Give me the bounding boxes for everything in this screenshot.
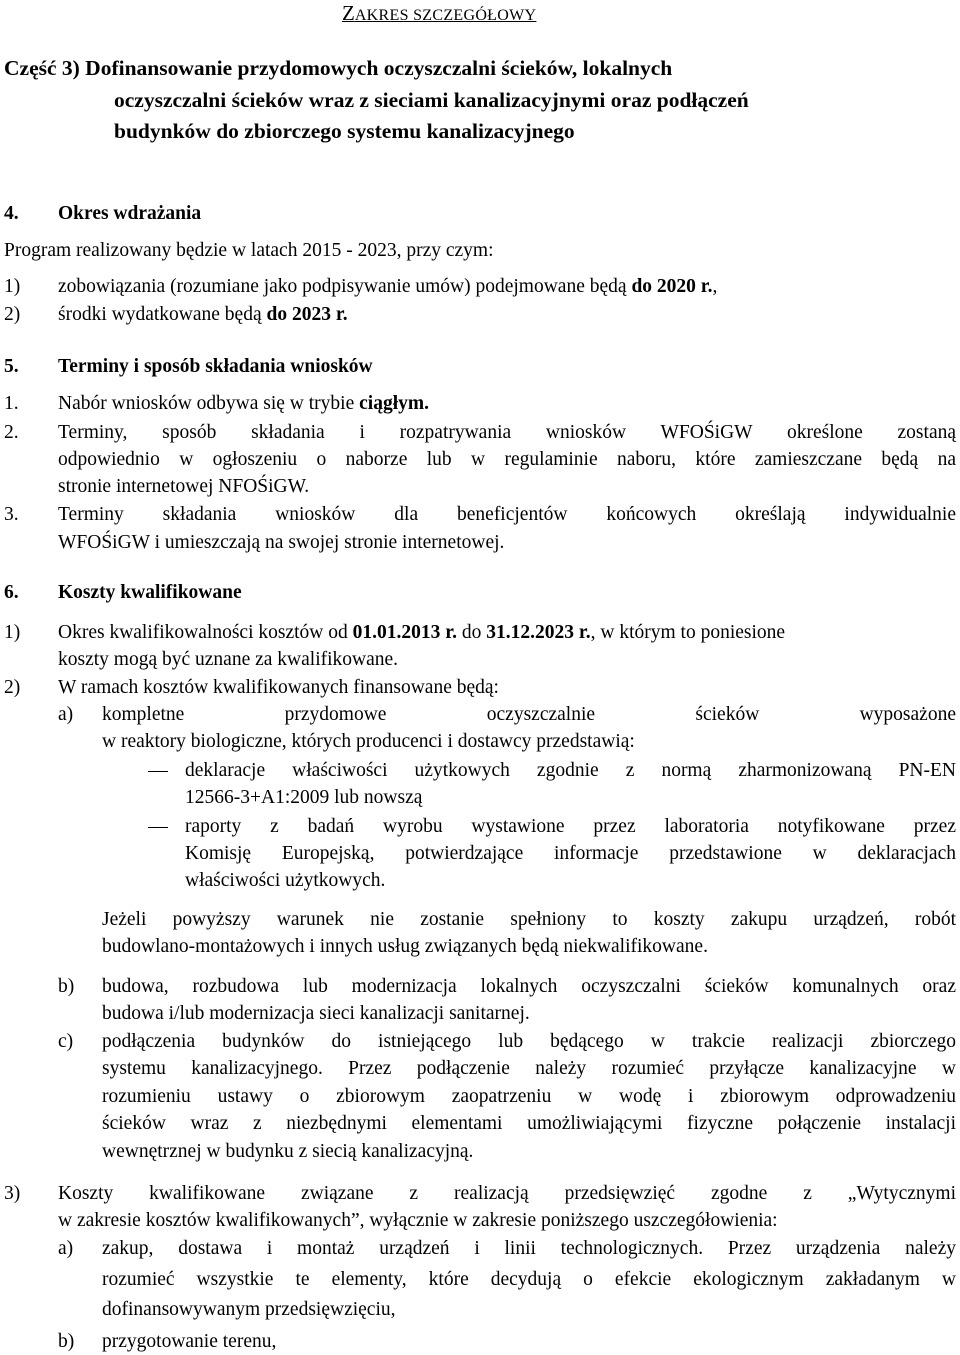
section-4-item-2: 2) środki wydatkowane będą do 2023 r. <box>4 304 348 325</box>
section-5-point-3-number: 3. <box>4 504 19 525</box>
item-c-number: c) <box>58 1031 74 1052</box>
section-6-item-2-text: W ramach kosztów kwalifikowanych finansowane będą: <box>58 677 499 698</box>
item-c-line-3: rozumieniu ustawy o zbiorowym zaopatrzeniu w wodę i zbiorowym odprowadzeniu <box>102 1086 956 1107</box>
section-6-heading: 6. Koszty kwalifikowane <box>4 582 242 603</box>
section-5-point-2-line-1: Terminy, sposób składania i rozpatrywania wniosków WFOŚiGW określone zostaną <box>58 422 956 443</box>
item-3a-line-3: dofinansowywanym przedsięwzięciu, <box>102 1299 396 1320</box>
item-a-line-1: kompletne przydomowe oczyszczalnie ścieków wyposażone <box>102 704 956 725</box>
section-5-point-2-line-3: stronie internetowej NFOŚiGW. <box>58 476 310 497</box>
report-line-1: raporty z badań wyrobu wystawione przez laboratoria notyfikowane przez <box>185 816 956 837</box>
section-5-point-3-line-2: WFOŚiGW i umieszczają na swojej stronie internetowej. <box>58 532 505 553</box>
item-c-line-4: ścieków wraz z niezbędnymi elementami umożliwiającymi fizyczne połączenie instalacji <box>102 1113 956 1134</box>
item-b-number: b) <box>58 976 75 997</box>
item-3a-number: a) <box>58 1238 74 1259</box>
item-a-line-2: w reaktory biologiczne, których producenci i dostawcy przedstawią: <box>102 731 635 752</box>
item-c-line-5: wewnętrznej w budynku z siecią kanalizacyjną. <box>102 1141 474 1162</box>
section-5-heading: 5. Terminy i sposób składania wniosków <box>4 356 373 377</box>
section-5-point-2-number: 2. <box>4 422 19 443</box>
item-3b-number: b) <box>58 1331 75 1352</box>
item-3b-line-1: przygotowanie terenu, <box>102 1331 277 1352</box>
dash-bullet-1 <box>148 771 168 772</box>
item-3a-line-2: rozumieć wszystkie te elementy, które decydują o efekcie ekologicznym zakładanym w <box>102 1269 956 1290</box>
section-6-item-3-number: 3) <box>4 1183 21 1204</box>
section-6-item-3-line-1: Koszty kwalifikowane związane z realizacją przedsięwzięć zgodne z „Wytycznymi <box>58 1183 956 1204</box>
section-6-item-1-number: 1) <box>4 622 21 643</box>
item-b-line-2: budowa i/lub modernizacja sieci kanalizacji sanitarnej. <box>102 1003 530 1024</box>
item-a-number: a) <box>58 704 74 725</box>
section-5-point-1: 1. Nabór wniosków odbywa się w trybie ciągłym. <box>4 393 429 414</box>
section-6-item-2-number: 2) <box>4 677 21 698</box>
note-line-1: Jeżeli powyższy warunek nie zostanie spełniony to koszty zakupu urządzeń, robót <box>102 909 956 930</box>
section-6-item-3-line-2: w zakresie kosztów kwalifikowanych”, wyłącznie w zakresie poniższego uszczegółowienia: <box>58 1210 778 1231</box>
declaration-line-1: deklaracje właściwości użytkowych zgodnie z normą zharmonizowaną PN-EN <box>185 760 956 781</box>
item-c-line-2: systemu kanalizacyjnego. Przez podłączenie należy rozumieć przyłącze kanalizacyjne w <box>102 1058 956 1079</box>
report-line-3: właściwości użytkowych. <box>185 870 386 891</box>
item-c-line-1: podłączenia budynków do istniejącego lub będącego w trakcie realizacji zbiorczego <box>102 1031 956 1052</box>
section-6-item-1-line-1: Okres kwalifikowalności kosztów od 01.01.2013 r. do 31.12.2023 r., w którym to poniesione <box>58 622 786 643</box>
dash-bullet-2 <box>148 827 168 828</box>
item-b-line-1: budowa, rozbudowa lub modernizacja lokalnych oczyszczalni ścieków komunalnych oraz <box>102 976 956 997</box>
declaration-line-2: 12566-3+A1:2009 lub nowszą <box>185 787 423 808</box>
document-title: ZAKRES SZCZEGÓŁOWY <box>342 1 537 25</box>
section-4-intro: Program realizowany będzie w latach 2015 - 2023, przy czym: <box>4 240 494 261</box>
part-heading-line-2: oczyszczalni ścieków wraz z sieciami kanalizacyjnymi oraz podłączeń <box>114 88 749 112</box>
item-3a-line-1: zakup, dostawa i montaż urządzeń i linii technologicznych. Przez urządzenia należy <box>102 1238 956 1259</box>
report-line-2: Komisję Europejską, potwierdzające informacje przedstawione w deklaracjach <box>185 843 956 864</box>
part-heading-line-3: budynków do zbiorczego systemu kanalizacyjnego <box>114 119 575 143</box>
section-5-point-3-line-1: Terminy składania wniosków dla beneficjentów końcowych określają indywidualnie <box>58 504 956 525</box>
part-heading-line-1: Część 3) Dofinansowanie przydomowych oczyszczalni ścieków, lokalnych <box>4 56 673 80</box>
note-line-2: budowlano-montażowych i innych usług związanych będą niekwalifikowane. <box>102 936 708 957</box>
section-4-heading: 4. Okres wdrażania <box>4 203 202 224</box>
section-5-point-2-line-2: odpowiednio w ogłoszeniu o naborze lub w regulaminie naboru, które zamieszczane będą na <box>58 449 956 470</box>
section-4-item-1: 1) zobowiązania (rozumiane jako podpisywanie umów) podejmowane będą do 2020 r., <box>4 276 718 297</box>
section-6-item-1-line-2: koszty mogą być uznane za kwalifikowane. <box>58 649 399 670</box>
